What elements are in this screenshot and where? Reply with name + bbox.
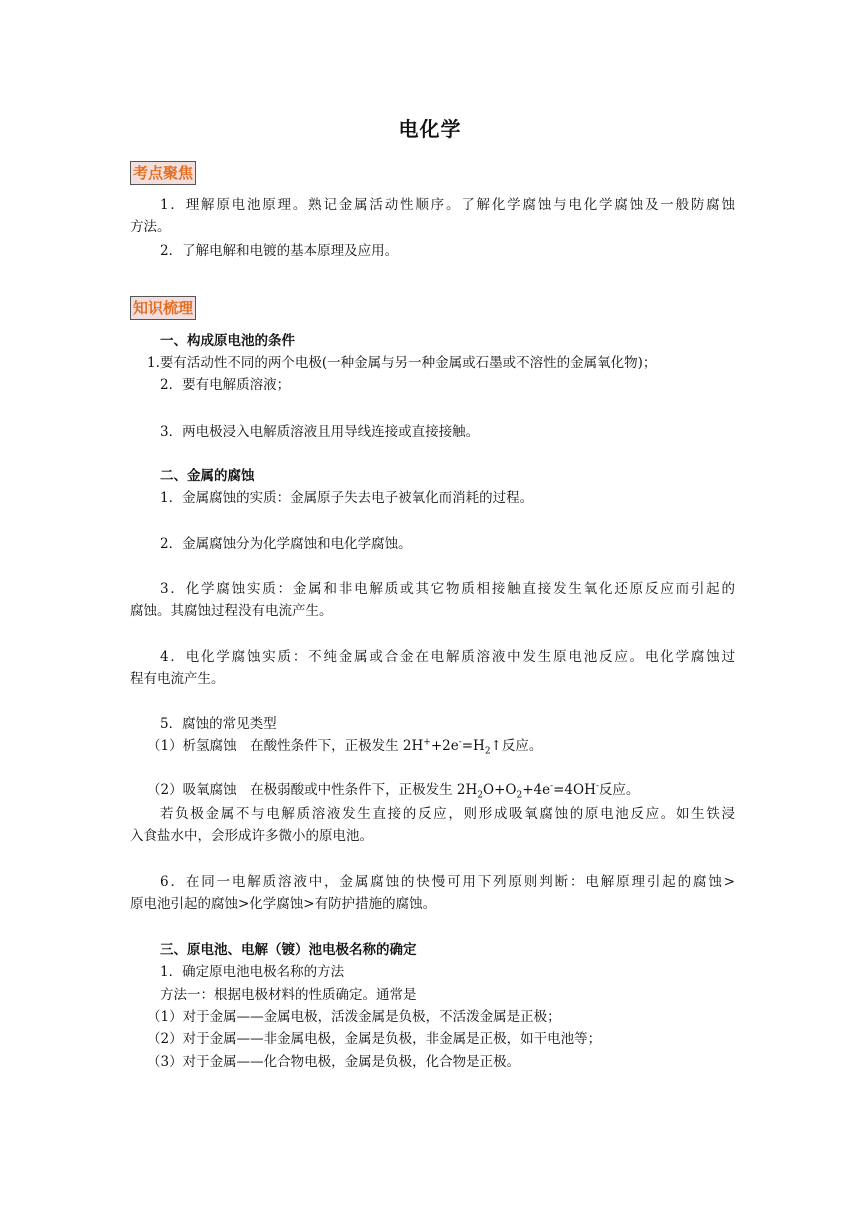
part3-rule-3: （3）对于金属——化合物电极，金属是负极，化合物是正极。 — [147, 1054, 521, 1070]
part2-item-3: 3．化学腐蚀实质：金属和非电解质或其它物质相接触直接发生氧化还原反应而引起的 — [160, 581, 735, 597]
part3-item-1: 1．确定原电池电极名称的方法 — [160, 964, 345, 980]
part2-item-6: 6．在同一电解质溶液中，金属腐蚀的快慢可用下列原则判断：电解原理引起的腐蚀> — [160, 874, 735, 890]
part3-rule-2: （2）对于金属——非金属电极，金属是负极，非金属是正极，如干电池等； — [147, 1031, 602, 1047]
part3-heading: 三、原电池、电解（镀）池电极名称的确定 — [160, 942, 417, 958]
part3-rule-1: （1）对于金属——金属电极，活泼金属是负极，不活泼金属是正极； — [147, 1009, 561, 1025]
hydrogen-equation: $2H^++2e^-=H_2↑$ — [402, 737, 502, 757]
oxygen-suffix: 反应。 — [598, 782, 640, 798]
part2-item-2: 2．金属腐蚀分为化学腐蚀和电化学腐蚀。 — [160, 536, 412, 552]
part2-item-6-cont: 原电池引起的腐蚀>化学腐蚀>有防护措施的腐蚀。 — [130, 896, 437, 912]
part2-item-4-cont: 程有电流产生。 — [130, 671, 225, 687]
hydrogen-suffix: 反应。 — [501, 738, 543, 754]
oxygen-corrosion-text: （2）吸氧腐蚀 在极弱酸或中性条件下，正极发生 — [147, 782, 457, 798]
part2-note-cont: 入食盐水中，会形成许多微小的原电池。 — [130, 828, 373, 844]
part2-heading: 二、金属的腐蚀 — [160, 468, 255, 484]
oxygen-equation: $2H_2O+O_2+4e^-=4OH^-$ — [456, 781, 599, 801]
part3-method-1: 方法一：根据电极材料的性质确定。通常是 — [160, 987, 417, 1003]
focus-item-1-cont: 方法。 — [130, 219, 171, 235]
part2-note: 若负极金属不与电解质溶液发生直接的反应，则形成吸氧腐蚀的原电池反应。如生铁浸 — [160, 806, 735, 822]
focus-item-1: 1．理解原电池原理。熟记金属活动性顺序。了解化学腐蚀与电化学腐蚀及一般防腐蚀 — [160, 197, 735, 213]
page-title: 电化学 — [398, 117, 462, 141]
focus-section-label: 考点聚焦 — [130, 161, 196, 185]
part1-item-2: 2．要有电解质溶液； — [160, 377, 291, 393]
part1-item-3: 3．两电极浸入电解质溶液且用导线连接或直接接触。 — [160, 424, 480, 440]
part2-item-3-cont: 腐蚀。其腐蚀过程没有电流产生。 — [130, 603, 333, 619]
part2-item-1: 1．金属腐蚀的实质：金属原子失去电子被氧化而消耗的过程。 — [160, 490, 534, 506]
hydrogen-corrosion-text: （1）析氢腐蚀 在酸性条件下，正极发生 — [147, 738, 403, 754]
part1-item-1: 1.要有活动性不同的两个电极(一种金属与另一种金属或石墨或不溶性的金属氧化物)； — [147, 355, 657, 371]
knowledge-section-label: 知识梳理 — [130, 296, 196, 320]
part2-item-5-2 — [147, 779, 752, 801]
part1-heading: 一、构成原电池的条件 — [160, 333, 295, 349]
part2-item-5: 5．腐蚀的常见类型 — [160, 716, 277, 732]
part2-item-4: 4．电化学腐蚀实质：不纯金属或合金在电解质溶液中发生原电池反应。电化学腐蚀过 — [160, 649, 735, 665]
focus-item-2: 2．了解电解和电镀的基本原理及应用。 — [160, 243, 399, 259]
part2-item-5-1 — [147, 735, 752, 757]
